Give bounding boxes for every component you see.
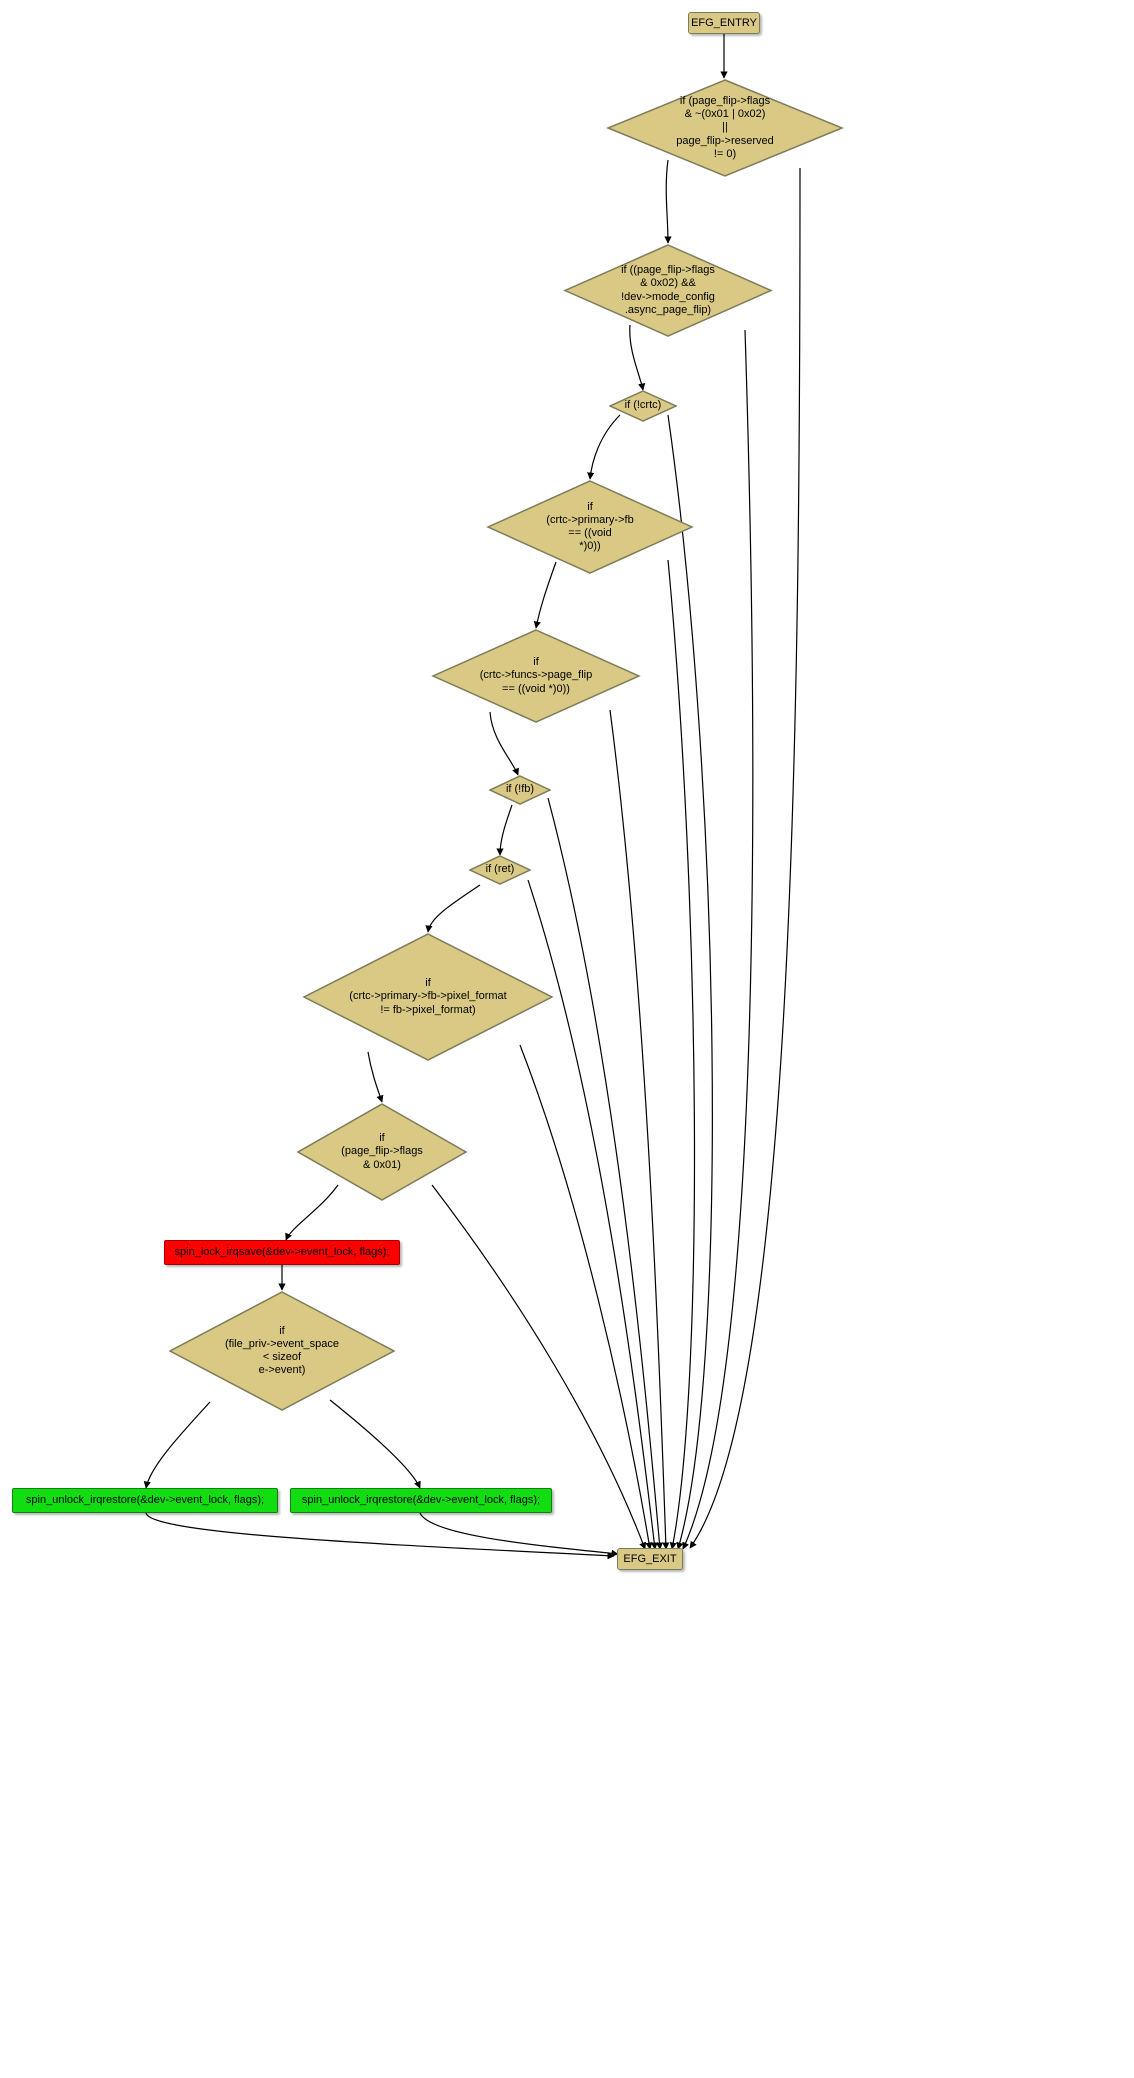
edge-d3-to-d4 (590, 415, 620, 479)
diamond-shape (168, 1290, 396, 1412)
node-label: if (!crtc) (624, 399, 662, 412)
node-decision-funcs-page-flip-null (431, 628, 641, 724)
node-label: if (crtc->primary->fb == ((void *)0)) (546, 500, 634, 553)
edge-d10-to-unlock2 (330, 1400, 420, 1488)
node-spin-unlock-irqrestore-left: spin_unlock_irqrestore(&dev->event_lock, flags); (12, 1488, 278, 1513)
node-decision-flags-event (296, 1102, 468, 1202)
node-decision-async-page-flip (563, 243, 773, 338)
node-decision-ret (469, 855, 531, 885)
node-efg-exit: EFG_EXIT (617, 1548, 683, 1570)
edge-d3-to-exit (668, 415, 712, 1549)
diamond-shape (489, 775, 551, 805)
edge-d7-to-d8 (428, 885, 480, 932)
diamond-shape (469, 855, 531, 885)
node-label: if (crtc->funcs->page_flip == ((void *)0)) (479, 656, 593, 695)
diamond-shape (606, 78, 844, 178)
edge-d8-to-exit (520, 1045, 650, 1549)
node-decision-pixel-format-mismatch (302, 932, 554, 1062)
node-spin-unlock-irqrestore-right: spin_unlock_irqrestore(&dev->event_lock, flags); (290, 1488, 552, 1513)
diamond-shape (486, 479, 694, 575)
node-label: if ((page_flip->flags & 0x02) && !dev->mode_config .async_page_flip) (621, 264, 715, 316)
diamond-shape (563, 243, 773, 338)
node-label: if (ret) (485, 863, 515, 876)
node-decision-page-flip-flags-reserved (606, 78, 844, 178)
edge-d5-to-exit (610, 710, 666, 1549)
node-decision-no-fb (489, 775, 551, 805)
node-label: if (file_priv->event_space < sizeof e->event) (224, 1324, 340, 1377)
diamond-shape (302, 932, 554, 1062)
edge-d10-to-unlock1 (146, 1402, 210, 1488)
node-spin-lock-irqsave: spin_lock_irqsave(&dev->event_lock, flags); (164, 1240, 400, 1265)
node-label: if (!fb) (505, 783, 535, 796)
diamond-shape (296, 1102, 468, 1202)
node-label: if (page_flip->flags & ~(0x01 | 0x02) || page_flip->reserved != 0) (676, 95, 774, 160)
edge-d6-to-exit (548, 798, 660, 1549)
node-efg-entry: EFG_ENTRY (688, 12, 760, 34)
node-decision-primary-fb-null (486, 479, 694, 575)
diamond-shape (431, 628, 641, 724)
node-label: if (crtc->primary->fb->pixel_format != fb->pixel_format) (349, 977, 507, 1016)
node-decision-no-crtc (609, 390, 677, 422)
edge-d4-to-exit (668, 560, 694, 1549)
edge-d6-to-d7 (500, 805, 512, 855)
node-label: if (page_flip->flags & 0x01) (341, 1132, 423, 1171)
node-decision-event-space (168, 1290, 396, 1412)
edge-unlock1-to-exit (146, 1513, 614, 1556)
diamond-shape (609, 390, 677, 422)
